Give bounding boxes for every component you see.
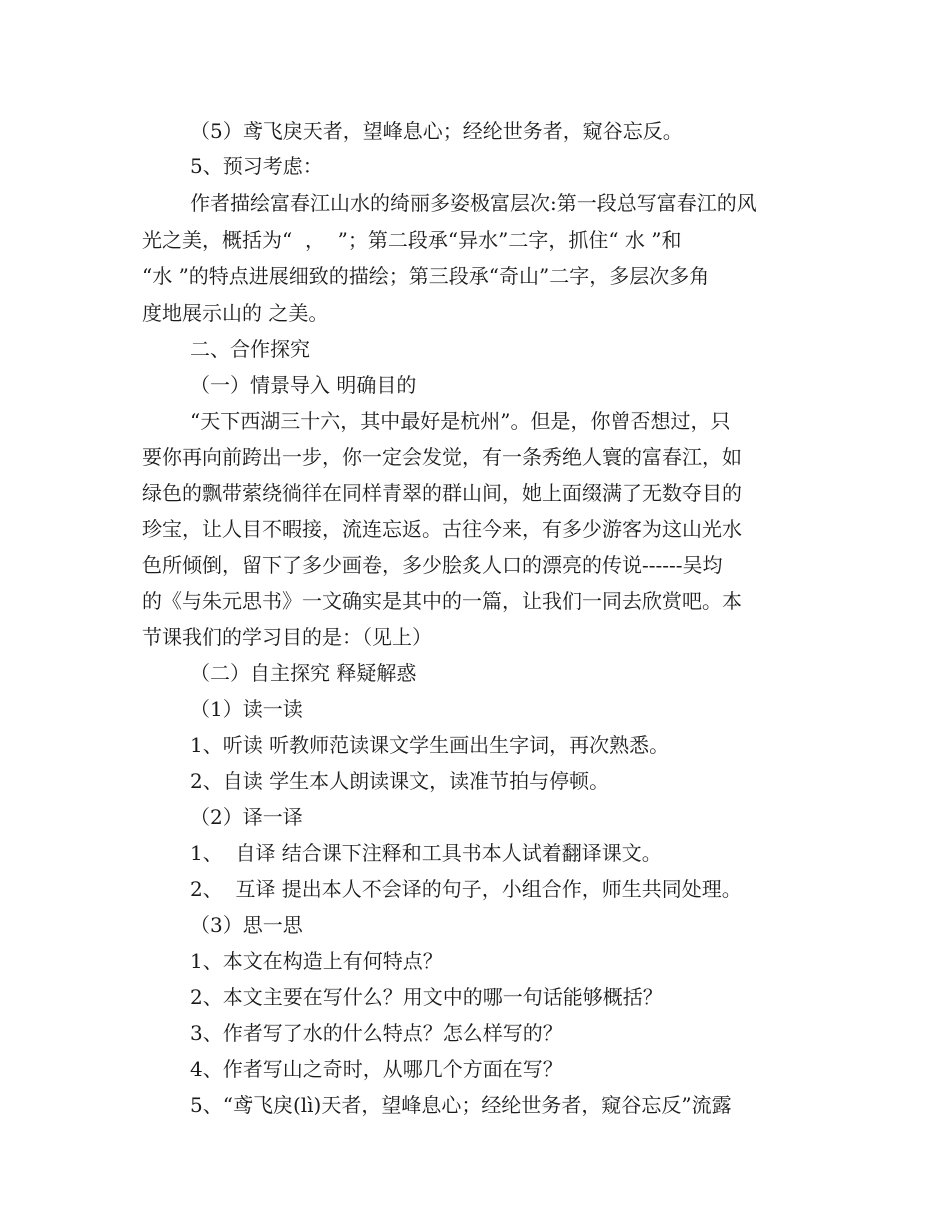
list-item: 2、自读 学生本人朗读课文，读准节拍与停顿。 [190,769,610,793]
list-item: 2、本文主要在写什么？用文中的哪一句话能够概括？ [190,985,663,1009]
text-line: 光之美，概括为“ ， ”；第二段承“异水”二字，抓住“ 水 ”和 [142,228,682,252]
text-line: 珍宝，让人目不暇接，流连忘返。古往今来，有多少游客为这山光水 [142,517,742,541]
list-item: 4、作者写山之奇时，从哪几个方面在写？ [190,1057,563,1081]
list-item: 5、“鸢飞戾(lì)天者，望峰息心；经纶世务者，窥谷忘反”流露 [190,1093,732,1117]
list-heading: （2）译一译 [190,805,303,829]
subsection-heading: （一）情景导入 明确目的 [190,373,417,397]
list-heading: （1）读一读 [190,697,303,721]
text-line: 度地展示山的 之美。 [142,301,329,325]
text-line: 节课我们的学习目的是：（见上） [142,625,432,649]
text-line: 要你再向前跨出一步，你一定会发觉，有一条秀绝人寰的富春江，如 [142,445,742,469]
text-line: 色所倾倒，留下了多少画卷，多少脍炙人口的漂亮的传说------吴均 [142,553,723,577]
subsection-heading: （二）自主探究 释疑解惑 [190,661,417,685]
text-line: 的《与朱元思书》一文确实是其中的一篇，让我们一同去欣赏吧。本 [142,589,742,613]
list-item: 3、作者写了水的什么特点？怎么样写的？ [190,1021,563,1045]
text-line: （5）鸢飞戾天者，望峰息心；经纶世务者，窥谷忘反。 [190,119,683,143]
text-line: “天下西湖三十六，其中最好是杭州”。但是，你曾否想过，只 [190,409,731,433]
text-line: 作者描绘富春江山水的绮丽多姿极富层次:第一段总写富春江的风 [190,191,757,215]
section-heading: 二、合作探究 [190,337,310,361]
list-heading: （3）思一思 [190,913,303,937]
text-line: 绿色的飘带萦绕徜徉在同样青翠的群山间，她上面缀满了无数夺目的 [142,481,742,505]
list-item: 1、听读 听教师范读课文学生画出生字词，再次熟悉。 [190,733,670,757]
list-item: 1、 自译 结合课下注释和工具书本人试着翻译课文。 [190,841,662,865]
text-line: 5、预习考虑： [190,154,323,178]
text-line: “水 ”的特点进展细致的描绘；第三段承“奇山”二字，多层次多角 [142,264,710,288]
list-item: 2、 互译 提出本人不会译的句子，小组合作，师生共同处理。 [190,877,742,901]
list-item: 1、本文在构造上有何特点？ [190,949,443,973]
